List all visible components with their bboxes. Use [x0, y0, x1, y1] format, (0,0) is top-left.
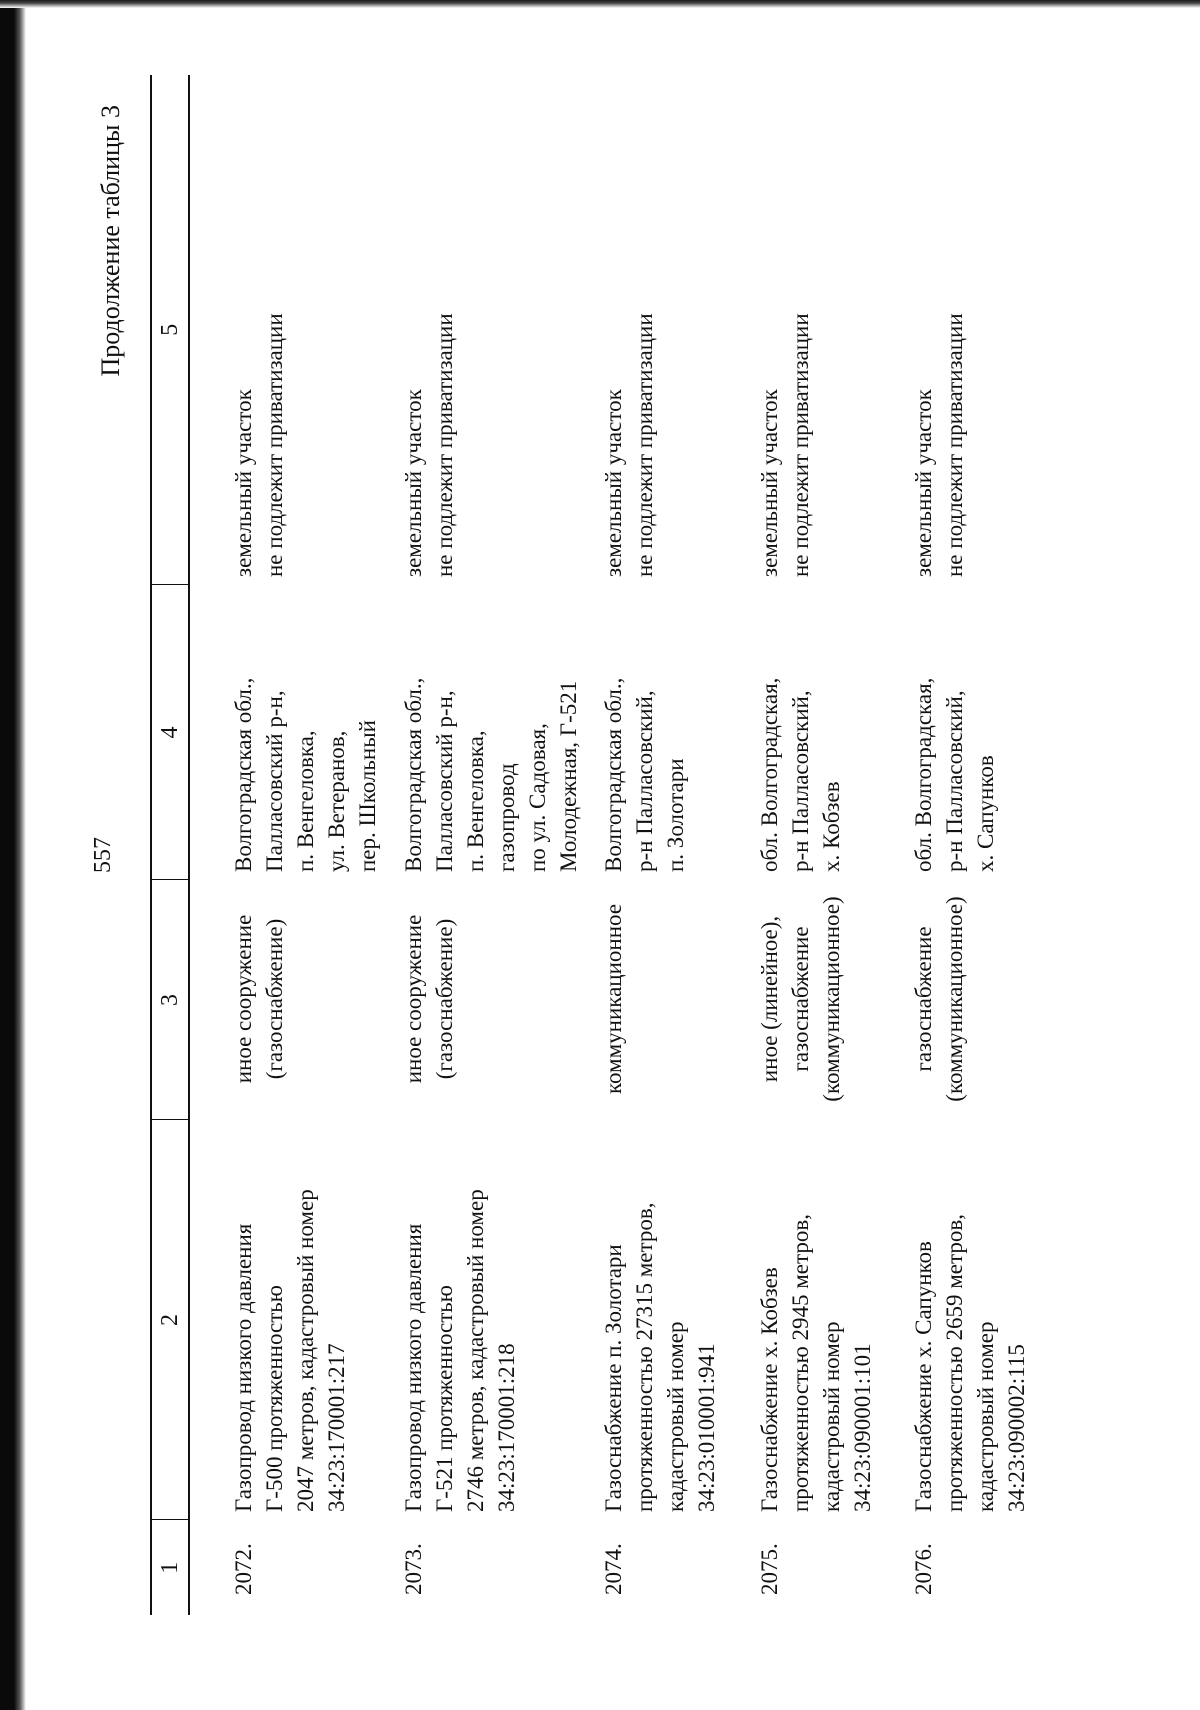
cell-line: Волгоградская обл.,: [231, 677, 256, 872]
cell-line: иное сооружение: [401, 914, 426, 1084]
cell-line: протяженностью 27315 метров,: [632, 1202, 657, 1512]
cell-line: пер. Школьный: [355, 720, 380, 872]
table-row: [189, 75, 398, 1615]
cell-line: р-н Палласовский,: [788, 690, 813, 872]
cell-line: Г-500 протяженностью: [262, 1285, 287, 1512]
table-row: [398, 75, 598, 1615]
header-cell: 4: [151, 585, 189, 880]
cell-line: Волгоградская обл.,: [601, 677, 626, 872]
cell-line: р-н Палласовский,: [632, 690, 657, 872]
object-type-cell: [189, 880, 398, 1120]
address-cell: [908, 585, 1068, 880]
address-cell: [754, 585, 908, 880]
cell-line: х. Кобзев: [819, 781, 844, 872]
cell-line: газоснабжение: [788, 926, 813, 1072]
object-type-cell: [598, 880, 754, 1120]
cell-line: (коммуникационное): [942, 896, 967, 1102]
cell-line: Газоснабжение п. Золотари: [601, 1244, 626, 1512]
cell-line: 34:23:010001:941: [694, 1343, 719, 1512]
cell-line: ул. Ветеранов,: [324, 730, 349, 872]
cell-line: коммуникационное: [601, 903, 626, 1095]
note-cell: [398, 75, 598, 585]
cell-line: земельный участок: [601, 389, 626, 577]
object-type-cell: [398, 880, 598, 1120]
cell-line: не подлежит приватизации: [262, 313, 287, 577]
cell-line: не подлежит приватизации: [788, 313, 813, 577]
cell-line: газоснабжение: [911, 926, 936, 1072]
note-cell: [908, 75, 1068, 585]
header-cell: 1: [151, 1520, 189, 1615]
table-row: [598, 75, 754, 1615]
cell-line: Волгоградская обл.,: [401, 677, 426, 872]
cell-line: протяженностью 2945 метров,: [788, 1214, 813, 1512]
cell-line: земельный участок: [231, 389, 256, 577]
cell-line: не подлежит приватизации: [432, 313, 457, 577]
header-cell: 5: [151, 75, 189, 585]
cell-line: 34:23:090002:115: [1004, 1344, 1029, 1512]
page-number: 557: [90, 837, 116, 873]
cell-line: х. Сапунков: [973, 755, 998, 872]
cell-line: кадастровый номер: [819, 1321, 844, 1512]
table-row: [908, 75, 1068, 1615]
note-cell: [189, 75, 398, 585]
cell-line: Газоснабжение х. Кобзев: [757, 1267, 782, 1512]
cell-line: обл. Волгоградская,: [757, 677, 782, 872]
cell-line: Газопровод низкого давления: [401, 1223, 426, 1512]
cell-line: по ул. Садовая,: [525, 723, 550, 872]
header-row: [151, 75, 189, 1615]
cell-line: не подлежит приватизации: [942, 313, 967, 577]
header-cell: 2: [151, 1120, 189, 1520]
row-number-cell: 2076.: [911, 1543, 936, 1595]
cell-line: кадастровый номер: [973, 1321, 998, 1512]
cell-line: земельный участок: [401, 389, 426, 577]
note-cell: [754, 75, 908, 585]
row-number-cell: 2072.: [231, 1543, 256, 1595]
object-name-cell: [398, 1120, 598, 1520]
object-type-cell: [754, 880, 908, 1120]
cell-line: иное сооружение: [231, 914, 256, 1084]
cell-line: протяженностью 2659 метров,: [942, 1214, 967, 1512]
cell-line: Палласовский р-н,: [432, 690, 457, 872]
cell-line: Палласовский р-н,: [262, 690, 287, 872]
cell-line: п. Венгеловка,: [293, 730, 318, 872]
table-row: [754, 75, 908, 1615]
cell-line: 2746 метров, кадастровый номер: [463, 1189, 488, 1512]
cell-line: 34:23:170001:217: [324, 1343, 349, 1512]
note-cell: [598, 75, 754, 585]
table-container: [150, 75, 1068, 1615]
cell-line: кадастровый номер: [663, 1321, 688, 1512]
row-number-cell: 2074.: [601, 1543, 626, 1595]
property-table: [150, 75, 1068, 1615]
address-cell: [189, 585, 398, 880]
header-cell: 3: [151, 880, 189, 1120]
cell-line: газопровод: [494, 763, 519, 872]
cell-line: не подлежит приватизации: [632, 313, 657, 577]
cell-line: (коммуникационное): [819, 896, 844, 1102]
cell-line: (газоснабжение): [262, 918, 287, 1080]
object-name-cell: [908, 1120, 1068, 1520]
cell-line: Г-521 протяженностью: [432, 1285, 457, 1512]
cell-line: р-н Палласовский,: [942, 690, 967, 872]
table-continuation-caption: Продолжение таблицы 3: [96, 105, 125, 377]
cell-line: п. Золотари: [663, 758, 688, 872]
object-name-cell: [754, 1120, 908, 1520]
cell-line: 34:23:090001:101: [850, 1343, 875, 1512]
cell-line: (газоснабжение): [432, 918, 457, 1080]
cell-line: Газоснабжение х. Сапунков: [911, 1241, 936, 1512]
row-number-cell: 2073.: [401, 1543, 426, 1595]
address-cell: [398, 585, 598, 880]
cell-line: Газопровод низкого давления: [231, 1223, 256, 1512]
cell-line: земельный участок: [911, 389, 936, 577]
address-cell: [598, 585, 754, 880]
cell-line: земельный участок: [757, 389, 782, 577]
object-name-cell: [189, 1120, 398, 1520]
cell-line: 34:23:170001:218: [494, 1343, 519, 1512]
cell-line: п. Венгеловка,: [463, 730, 488, 872]
object-name-cell: [598, 1120, 754, 1520]
cell-line: обл. Волгоградская,: [911, 677, 936, 872]
cell-line: Молодежная, Г-521: [556, 680, 581, 872]
cell-line: иное (линейное),: [757, 915, 782, 1083]
row-number-cell: 2075.: [757, 1543, 782, 1595]
object-type-cell: [908, 880, 1068, 1120]
cell-line: 2047 метров, кадастровый номер: [293, 1189, 318, 1512]
